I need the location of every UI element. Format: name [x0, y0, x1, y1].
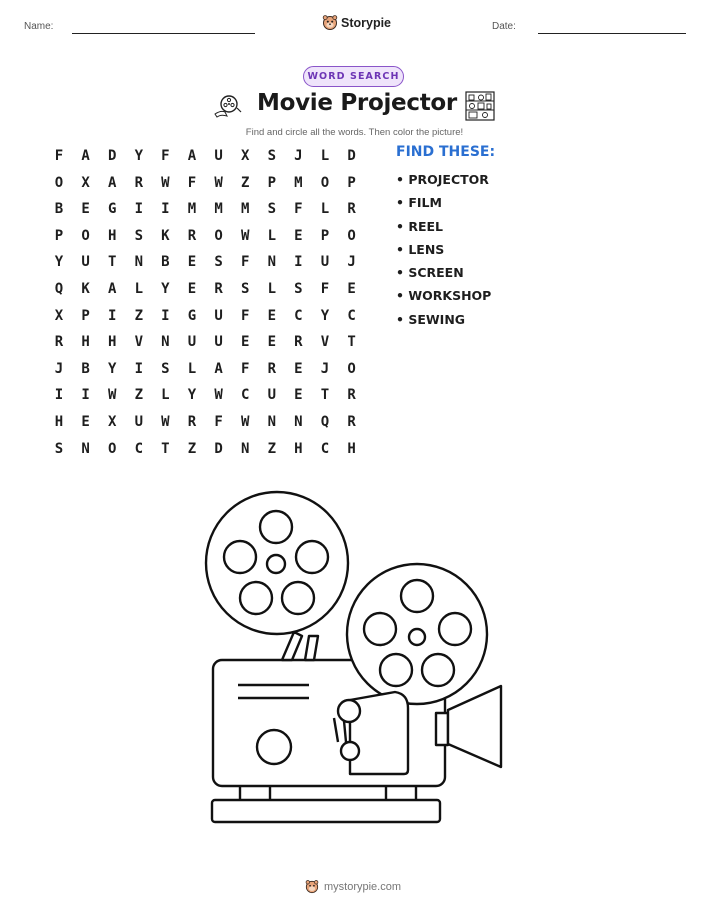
- grid-letter[interactable]: M: [294, 174, 303, 191]
- grid-letter[interactable]: F: [240, 254, 250, 271]
- grid-letter[interactable]: W: [240, 414, 250, 430]
- grid-letter[interactable]: U: [320, 254, 330, 271]
- grid-letter[interactable]: P: [267, 174, 277, 191]
- grid-letter[interactable]: R: [214, 281, 223, 297]
- grid-letter[interactable]: N: [294, 414, 303, 430]
- grid-letter[interactable]: F: [161, 148, 170, 164]
- grid-letter[interactable]: E: [347, 281, 356, 297]
- grid-letter[interactable]: L: [320, 148, 330, 164]
- grid-letter[interactable]: O: [214, 227, 223, 244]
- grid-letter[interactable]: Q: [320, 414, 330, 430]
- grid-letter[interactable]: W: [214, 174, 223, 191]
- page-title: Movie Projector: [257, 90, 457, 116]
- grid-letter[interactable]: W: [161, 174, 170, 191]
- grid-letter[interactable]: P: [81, 307, 90, 324]
- grid-letter[interactable]: I: [54, 387, 64, 404]
- instructions: [0, 127, 709, 138]
- grid-letter[interactable]: R: [267, 360, 277, 377]
- grid-letter[interactable]: E: [294, 360, 303, 377]
- grid-letter[interactable]: A: [107, 174, 117, 191]
- grid-letter[interactable]: U: [214, 307, 223, 324]
- grid-letter[interactable]: B: [81, 360, 90, 377]
- grid-letter[interactable]: I: [107, 307, 117, 324]
- grid-letter[interactable]: Q: [54, 281, 64, 297]
- grid-letter[interactable]: R: [134, 174, 144, 191]
- word-list-item: • WORKSHOP: [396, 288, 492, 304]
- grid-letter[interactable]: O: [107, 440, 117, 457]
- grid-letter[interactable]: T: [161, 440, 170, 457]
- film-reel-icon: [213, 94, 243, 118]
- grid-letter[interactable]: X: [81, 174, 90, 191]
- grid-letter[interactable]: N: [81, 440, 90, 457]
- grid-letter[interactable]: W: [240, 227, 250, 244]
- grid-letter[interactable]: K: [81, 281, 90, 297]
- grid-letter[interactable]: H: [81, 334, 90, 351]
- grid-letter[interactable]: E: [81, 201, 90, 218]
- grid-letter[interactable]: Z: [240, 174, 250, 191]
- name-label: Name:: [24, 21, 54, 32]
- grid-letter[interactable]: E: [81, 414, 90, 430]
- grid-letter[interactable]: X: [54, 307, 64, 324]
- grid-letter[interactable]: F: [187, 174, 197, 191]
- grid-letter[interactable]: B: [161, 254, 170, 271]
- grid-letter[interactable]: C: [347, 307, 356, 324]
- grid-letter[interactable]: W: [214, 387, 223, 404]
- grid-letter[interactable]: S: [267, 201, 277, 218]
- grid-letter[interactable]: U: [214, 334, 223, 351]
- grid-letter[interactable]: R: [347, 414, 356, 430]
- grid-letter[interactable]: A: [107, 281, 117, 297]
- word-search-badge: WORD SEARCH: [303, 66, 404, 87]
- grid-letter[interactable]: J: [347, 254, 356, 271]
- grid-letter[interactable]: H: [347, 440, 356, 457]
- word-list-item: • PROJECTOR: [396, 172, 489, 187]
- grid-letter[interactable]: Z: [134, 387, 144, 404]
- grid-letter[interactable]: R: [187, 227, 197, 244]
- grid-letter[interactable]: I: [161, 201, 170, 218]
- grid-letter[interactable]: S: [240, 281, 250, 297]
- grid-letter[interactable]: R: [187, 414, 197, 430]
- grid-letter[interactable]: N: [267, 254, 277, 271]
- grid-letter[interactable]: E: [187, 254, 197, 271]
- grid-letter[interactable]: N: [134, 254, 144, 271]
- word-list-item: • SEWING: [396, 311, 466, 327]
- grid-letter[interactable]: O: [320, 174, 330, 191]
- grid-letter[interactable]: O: [347, 360, 356, 377]
- grid-letter[interactable]: H: [294, 440, 303, 457]
- grid-letter[interactable]: N: [240, 440, 250, 457]
- grid-letter[interactable]: Z: [134, 307, 144, 324]
- movie-projector-illustration: [180, 490, 510, 830]
- storypie-mascot-icon: [322, 14, 338, 31]
- grid-letter[interactable]: O: [81, 227, 90, 244]
- grid-letter[interactable]: I: [81, 387, 90, 404]
- grid-letter[interactable]: S: [214, 254, 223, 271]
- grid-letter[interactable]: D: [347, 148, 356, 164]
- grid-letter[interactable]: C: [320, 440, 330, 457]
- grid-letter[interactable]: S: [134, 227, 144, 244]
- grid-letter[interactable]: F: [240, 307, 250, 324]
- grid-letter[interactable]: C: [134, 440, 144, 457]
- grid-letter[interactable]: F: [240, 360, 250, 377]
- grid-letter[interactable]: Y: [107, 360, 117, 377]
- grid-letter[interactable]: W: [161, 414, 170, 430]
- grid-letter[interactable]: N: [267, 414, 277, 430]
- grid-letter[interactable]: L: [267, 227, 277, 244]
- grid-letter[interactable]: D: [107, 148, 117, 164]
- grid-letter[interactable]: H: [107, 334, 117, 351]
- grid-letter[interactable]: O: [347, 227, 356, 244]
- grid-letter[interactable]: S: [267, 148, 277, 164]
- grid-letter[interactable]: P: [54, 227, 64, 244]
- grid-letter[interactable]: U: [81, 254, 90, 271]
- grid-letter[interactable]: R: [54, 334, 64, 351]
- grid-letter[interactable]: Y: [54, 254, 64, 271]
- grid-letter[interactable]: X: [240, 148, 250, 164]
- grid-letter[interactable]: B: [54, 201, 64, 218]
- footer: [305, 879, 401, 894]
- grid-letter[interactable]: N: [161, 334, 170, 351]
- grid-letter[interactable]: C: [294, 307, 303, 324]
- grid-letter[interactable]: E: [267, 307, 277, 324]
- grid-letter[interactable]: T: [107, 254, 117, 271]
- grid-letter[interactable]: M: [214, 201, 223, 218]
- grid-letter[interactable]: E: [294, 387, 303, 404]
- grid-letter[interactable]: Z: [267, 440, 277, 457]
- grid-letter[interactable]: L: [320, 201, 330, 218]
- word-list-item: • FILM: [396, 195, 442, 211]
- grid-letter[interactable]: R: [347, 201, 356, 218]
- grid-letter[interactable]: L: [267, 281, 277, 297]
- grid-letter[interactable]: I: [134, 201, 144, 218]
- grid-letter[interactable]: M: [187, 201, 197, 218]
- grid-letter[interactable]: X: [107, 414, 117, 430]
- grid-letter[interactable]: Y: [161, 281, 170, 297]
- grid-letter[interactable]: C: [240, 387, 250, 404]
- grid-letter[interactable]: F: [214, 414, 223, 430]
- date-line[interactable]: [538, 33, 686, 34]
- word-list-item: • SCREEN: [396, 265, 464, 281]
- grid-letter[interactable]: R: [347, 387, 356, 404]
- grid-letter[interactable]: U: [267, 387, 277, 404]
- grid-letter[interactable]: Y: [134, 148, 144, 164]
- grid-letter[interactable]: T: [320, 387, 330, 404]
- grid-letter[interactable]: L: [161, 387, 170, 404]
- instructions-text: Find and circle all the words. Then color the picture!: [245, 127, 464, 138]
- grid-letter[interactable]: H: [54, 414, 64, 430]
- word-list: [396, 172, 491, 335]
- grid-letter[interactable]: E: [294, 227, 303, 244]
- grid-letter[interactable]: A: [214, 360, 223, 377]
- grid-letter[interactable]: O: [54, 174, 64, 191]
- grid-letter[interactable]: J: [294, 148, 303, 164]
- grid-letter[interactable]: P: [320, 227, 330, 244]
- grid-letter[interactable]: I: [294, 254, 303, 271]
- grid-letter[interactable]: J: [54, 360, 64, 377]
- find-these-heading: FIND THESE:: [396, 144, 496, 160]
- grid-letter[interactable]: V: [134, 334, 144, 351]
- grid-letter[interactable]: T: [347, 334, 356, 351]
- date-label: Date:: [492, 21, 516, 32]
- grid-letter[interactable]: I: [134, 360, 144, 377]
- grid-letter[interactable]: J: [320, 360, 330, 377]
- name-line[interactable]: [72, 33, 255, 34]
- grid-letter[interactable]: F: [54, 148, 64, 164]
- grid-letter[interactable]: E: [240, 334, 250, 351]
- grid-letter[interactable]: E: [267, 334, 277, 351]
- grid-letter[interactable]: W: [107, 387, 117, 404]
- grid-letter[interactable]: D: [214, 440, 223, 457]
- grid-letter[interactable]: I: [161, 307, 170, 324]
- grid-letter[interactable]: S: [54, 440, 64, 457]
- grid-letter[interactable]: S: [294, 281, 303, 297]
- grid-letter[interactable]: Z: [187, 440, 197, 457]
- workshop-shelf-icon: [465, 91, 495, 121]
- grid-letter[interactable]: U: [214, 148, 223, 164]
- grid-letter[interactable]: S: [161, 360, 170, 377]
- grid-letter[interactable]: G: [187, 307, 197, 324]
- grid-letter[interactable]: K: [161, 227, 170, 244]
- grid-letter[interactable]: V: [320, 334, 330, 351]
- grid-letter[interactable]: F: [320, 281, 330, 297]
- storypie-mascot-icon: [305, 879, 319, 894]
- grid-letter[interactable]: Y: [187, 387, 197, 404]
- grid-letter[interactable]: U: [187, 334, 197, 351]
- grid-letter[interactable]: L: [134, 281, 144, 297]
- grid-letter[interactable]: U: [134, 414, 144, 430]
- grid-letter[interactable]: A: [187, 148, 197, 164]
- brand-name: Storypie: [341, 15, 392, 30]
- brand-logo: [322, 14, 391, 31]
- grid-letter[interactable]: G: [107, 201, 117, 218]
- grid-letter[interactable]: H: [107, 227, 117, 244]
- grid-letter[interactable]: R: [294, 334, 303, 351]
- word-list-item: • REEL: [396, 218, 444, 234]
- grid-letter[interactable]: L: [187, 360, 197, 377]
- grid-letter[interactable]: A: [81, 148, 90, 164]
- grid-letter[interactable]: Y: [320, 307, 330, 324]
- word-list-item: • LENS: [396, 241, 445, 257]
- footer-url[interactable]: mystorypie.com: [324, 880, 402, 893]
- grid-letter[interactable]: M: [240, 201, 250, 218]
- grid-letter[interactable]: P: [347, 174, 356, 191]
- grid-letter[interactable]: F: [294, 201, 303, 218]
- grid-letter[interactable]: E: [187, 281, 197, 297]
